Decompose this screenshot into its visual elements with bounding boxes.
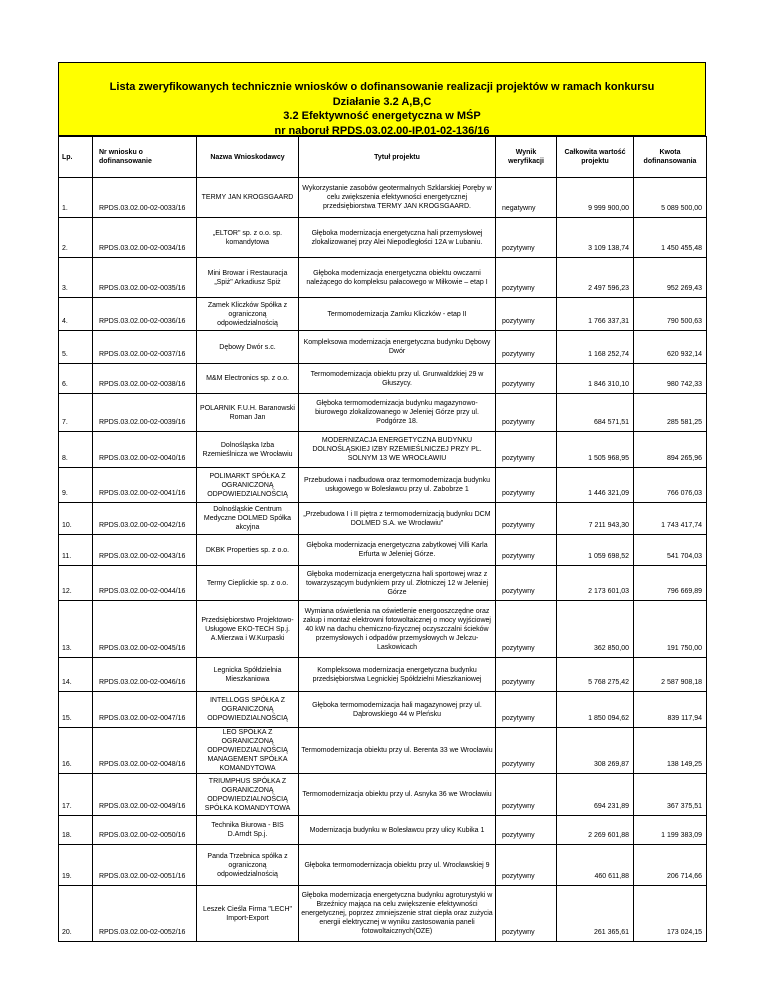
cell-kwota: 541 704,03 xyxy=(634,535,707,566)
cell-wnioskodawca: Dolnośląskie Centrum Medyczne DOLMED Spółka akcyjna xyxy=(197,503,299,535)
cell-wnioskodawca: M&M Electronics sp. z o.o. xyxy=(197,364,299,394)
cell-tytul: Głęboka termomodernizacja obiektu przy ul. Wrocławskiej 9 xyxy=(299,845,496,886)
cell-tytul: „Przebudowa I i II piętra z termomodernizacją budynku DCM DOLMED S.A. we Wrocławiu" xyxy=(299,503,496,535)
col-header-wartosc: Całkowita wartość projektu xyxy=(557,137,634,178)
document-title xyxy=(58,62,706,136)
cell-nr: RPDS.03.02.00-02-0038/16 xyxy=(93,364,197,394)
cell-wartosc: 684 571,51 xyxy=(557,394,634,432)
table-row xyxy=(59,658,707,692)
table-row xyxy=(59,258,707,298)
title-line-3: 3.2 Efektywność energetyczna w MŚP xyxy=(283,110,481,122)
cell-wnioskodawca: Przedsiębiorstwo Projektowo-Usługowe EKO-TECH Sp.j. A.Mierzwa i W.Kurpaski xyxy=(197,601,299,658)
cell-lp: 17. xyxy=(59,774,93,816)
cell-wartosc: 9 999 900,00 xyxy=(557,178,634,218)
cell-wynik: pozytywny xyxy=(496,774,557,816)
cell-nr: RPDS.03.02.00-02-0049/16 xyxy=(93,774,197,816)
cell-wartosc: 1 059 698,52 xyxy=(557,535,634,566)
cell-wartosc: 1 168 252,74 xyxy=(557,331,634,364)
table-row xyxy=(59,601,707,658)
cell-lp: 14. xyxy=(59,658,93,692)
cell-kwota: 1 743 417,74 xyxy=(634,503,707,535)
cell-tytul: Głęboka modernizacja energetyczna hali przemysłowej zlokalizowanej przy Alei Niepodległości 12A w Lubaniu. xyxy=(299,218,496,258)
cell-lp: 2. xyxy=(59,218,93,258)
cell-lp: 19. xyxy=(59,845,93,886)
cell-wnioskodawca: INTELLOGS SPÓŁKA Z OGRANICZONĄ ODPOWIEDZIALNOŚCIĄ xyxy=(197,692,299,728)
cell-wnioskodawca: Legnicka Spółdzielnia Mieszkaniowa xyxy=(197,658,299,692)
cell-nr: RPDS.03.02.00-02-0052/16 xyxy=(93,886,197,942)
cell-nr: RPDS.03.02.00-02-0050/16 xyxy=(93,816,197,845)
cell-wartosc: 1 766 337,31 xyxy=(557,298,634,331)
cell-nr: RPDS.03.02.00-02-0043/16 xyxy=(93,535,197,566)
table-row xyxy=(59,728,707,774)
cell-wnioskodawca: Dębowy Dwór s.c. xyxy=(197,331,299,364)
cell-wynik: pozytywny xyxy=(496,503,557,535)
cell-nr: RPDS.03.02.00-02-0033/16 xyxy=(93,178,197,218)
cell-wnioskodawca: POLIMARKT SPÓŁKA Z OGRANICZONĄ ODPOWIEDZIALNOŚCIĄ xyxy=(197,468,299,503)
cell-tytul: Termomodernizacja Zamku Kliczków - etap II xyxy=(299,298,496,331)
cell-lp: 16. xyxy=(59,728,93,774)
cell-wynik: pozytywny xyxy=(496,845,557,886)
cell-lp: 15. xyxy=(59,692,93,728)
cell-tytul: Głęboka termomodernizacja hali magazynowej przy ul. Dąbrowskiego 44 w Pleńsku xyxy=(299,692,496,728)
cell-kwota: 5 089 500,00 xyxy=(634,178,707,218)
table-row xyxy=(59,774,707,816)
cell-nr: RPDS.03.02.00-02-0044/16 xyxy=(93,566,197,601)
table-row xyxy=(59,394,707,432)
cell-kwota: 839 117,94 xyxy=(634,692,707,728)
cell-wartosc: 362 850,00 xyxy=(557,601,634,658)
cell-lp: 13. xyxy=(59,601,93,658)
cell-wynik: negatywny xyxy=(496,178,557,218)
cell-lp: 1. xyxy=(59,178,93,218)
table-row xyxy=(59,364,707,394)
cell-wartosc: 1 846 310,10 xyxy=(557,364,634,394)
cell-tytul: Głęboka modernizacja energetyczna zabytkowej Villi Karla Erfurta w Jeleniej Górze. xyxy=(299,535,496,566)
table-row xyxy=(59,566,707,601)
cell-kwota: 790 500,63 xyxy=(634,298,707,331)
cell-wartosc: 2 269 601,88 xyxy=(557,816,634,845)
cell-wnioskodawca: POLARNIK F.U.H. Baranowski Roman Jan xyxy=(197,394,299,432)
cell-lp: 9. xyxy=(59,468,93,503)
cell-tytul: Wymiana oświetlenia na oświetlenie energooszczędne oraz zakup i montaż elektrowni fotowoltaicznej o mocy wyjściowej 40 kW na dachu chemiczno-fizycznej oczyszczalni ścieków przemysłowych i odpadów przemysłowych w Jelczu-Laskowicach xyxy=(299,601,496,658)
cell-wartosc: 5 768 275,42 xyxy=(557,658,634,692)
table-row xyxy=(59,178,707,218)
col-header-nr: Nr wniosku o dofinansowanie xyxy=(93,137,197,178)
cell-nr: RPDS.03.02.00-02-0051/16 xyxy=(93,845,197,886)
cell-lp: 8. xyxy=(59,432,93,468)
cell-wartosc: 7 211 943,30 xyxy=(557,503,634,535)
cell-wynik: pozytywny xyxy=(496,816,557,845)
title-line-1: Lista zweryfikowanych technicznie wniosków o dofinansowanie realizacji projektów w ramach konkursu xyxy=(109,81,655,93)
table-row xyxy=(59,432,707,468)
cell-lp: 3. xyxy=(59,258,93,298)
cell-tytul: Wykorzystanie zasobów geotermalnych Szklarskiej Poręby w celu zwiększenia efektywności energetycznej przedsiębiorstwa TERMY JAN KROGSGAARD. xyxy=(299,178,496,218)
cell-wynik: pozytywny xyxy=(496,535,557,566)
cell-wartosc: 3 109 138,74 xyxy=(557,218,634,258)
table-row xyxy=(59,298,707,331)
cell-kwota: 285 581,25 xyxy=(634,394,707,432)
table-row xyxy=(59,845,707,886)
cell-tytul: Przebudowa i nadbudowa oraz termomodernizacja budynku usługowego w Bolesławcu przy ul. Zabobrze 1 xyxy=(299,468,496,503)
col-header-tytul: Tytuł projektu xyxy=(299,137,496,178)
cell-tytul: Modernizacja budynku w Bolesławcu przy ulicy Kubika 1 xyxy=(299,816,496,845)
cell-wynik: pozytywny xyxy=(496,601,557,658)
col-header-kwota: Kwota dofinansowania xyxy=(634,137,707,178)
cell-wynik: pozytywny xyxy=(496,468,557,503)
cell-kwota: 1 199 383,09 xyxy=(634,816,707,845)
cell-lp: 5. xyxy=(59,331,93,364)
title-line-2: Działanie 3.2 A,B,C xyxy=(332,95,432,108)
cell-wartosc: 2 173 601,03 xyxy=(557,566,634,601)
cell-wnioskodawca: Leszek Cieśla Firma "LECH" Import-Export xyxy=(197,886,299,942)
cell-wnioskodawca: LEO SPÓŁKA Z OGRANICZONĄ ODPOWIEDZIALNOŚCIĄ MANAGEMENT SPÓŁKA KOMANDYTOWA xyxy=(197,728,299,774)
cell-nr: RPDS.03.02.00-02-0035/16 xyxy=(93,258,197,298)
cell-wynik: pozytywny xyxy=(496,331,557,364)
cell-nr: RPDS.03.02.00-02-0048/16 xyxy=(93,728,197,774)
cell-nr: RPDS.03.02.00-02-0042/16 xyxy=(93,503,197,535)
cell-wartosc: 261 365,61 xyxy=(557,886,634,942)
cell-wynik: pozytywny xyxy=(496,658,557,692)
cell-tytul: Głęboka modernizacja energetyczna budynku agroturystyki w Brzeźnicy mająca na celu zwiększenie efektywności energetycznej, poprzez zmniejszenie strat ciepła oraz zużycia energii elektrycznej w wyniku zastosowania paneli fotowoltaicznych(OZE) xyxy=(299,886,496,942)
cell-wynik: pozytywny xyxy=(496,432,557,468)
cell-kwota: 796 669,89 xyxy=(634,566,707,601)
cell-wnioskodawca: Termy Cieplickie sp. z o.o. xyxy=(197,566,299,601)
cell-kwota: 138 149,25 xyxy=(634,728,707,774)
cell-nr: RPDS.03.02.00-02-0041/16 xyxy=(93,468,197,503)
cell-wnioskodawca: Panda Trzebnica spółka z ograniczoną odpowiedzialnością xyxy=(197,845,299,886)
title-line-4: nr naboruł RPDS.03.02.00-IP.01-02-136/16 xyxy=(274,124,490,137)
table-row xyxy=(59,468,707,503)
cell-wartosc: 460 611,88 xyxy=(557,845,634,886)
cell-nr: RPDS.03.02.00-02-0037/16 xyxy=(93,331,197,364)
table-row xyxy=(59,503,707,535)
cell-nr: RPDS.03.02.00-02-0039/16 xyxy=(93,394,197,432)
applications-table xyxy=(58,136,707,942)
cell-tytul: Termomodernizacja obiektu przy ul. Asnyka 36 we Wrocławiu xyxy=(299,774,496,816)
cell-lp: 7. xyxy=(59,394,93,432)
table-row xyxy=(59,692,707,728)
cell-wnioskodawca: Technika Biurowa - BIS D.Arndt Sp.j. xyxy=(197,816,299,845)
col-header-wnioskodawca: Nazwa Wnioskodawcy xyxy=(197,137,299,178)
cell-kwota: 766 076,03 xyxy=(634,468,707,503)
cell-lp: 20. xyxy=(59,886,93,942)
cell-tytul: Termomodernizacja obiektu przy ul. Grunwaldzkiej 29 w Głuszycy. xyxy=(299,364,496,394)
table-row xyxy=(59,886,707,942)
cell-wynik: pozytywny xyxy=(496,566,557,601)
cell-nr: RPDS.03.02.00-02-0046/16 xyxy=(93,658,197,692)
cell-kwota: 2 587 908,18 xyxy=(634,658,707,692)
cell-kwota: 367 375,51 xyxy=(634,774,707,816)
cell-wnioskodawca: TERMY JAN KROGSGAARD xyxy=(197,178,299,218)
cell-tytul: MODERNIZACJA ENERGETYCZNA BUDYNKU DOLNOŚLĄSKIEJ IZBY RZEMIEŚLNICZEJ PRZY PL. SOLNYM 13 WE WROCŁAWIU xyxy=(299,432,496,468)
cell-wartosc: 694 231,89 xyxy=(557,774,634,816)
cell-kwota: 620 932,14 xyxy=(634,331,707,364)
cell-kwota: 191 750,00 xyxy=(634,601,707,658)
cell-wnioskodawca: Dolnośląska Izba Rzemieślnicza we Wrocławiu xyxy=(197,432,299,468)
cell-wynik: pozytywny xyxy=(496,728,557,774)
table-row xyxy=(59,218,707,258)
cell-nr: RPDS.03.02.00-02-0045/16 xyxy=(93,601,197,658)
cell-kwota: 1 450 455,48 xyxy=(634,218,707,258)
cell-tytul: Głęboka termomodernizacja budynku magazynowo-biurowego zlokalizowanego w Jeleniej Górze przy ul. Podgórze 18. xyxy=(299,394,496,432)
cell-tytul: Głęboka modernizacja energetyczna hali sportowej wraz z towarzyszącym budynkiem przy ul. Złotniczej 12 w Jeleniej Górze xyxy=(299,566,496,601)
cell-kwota: 206 714,66 xyxy=(634,845,707,886)
table-row xyxy=(59,816,707,845)
cell-tytul: Kompleksowa modernizacja energetyczna budynku Dębowy Dwór xyxy=(299,331,496,364)
cell-kwota: 173 024,15 xyxy=(634,886,707,942)
cell-nr: RPDS.03.02.00-02-0047/16 xyxy=(93,692,197,728)
cell-tytul: Termomodernizacja obiektu przy ul. Berenta 33 we Wrocławiu xyxy=(299,728,496,774)
table-header-row xyxy=(59,137,707,178)
cell-kwota: 980 742,33 xyxy=(634,364,707,394)
col-header-wynik: Wynik weryfikacji xyxy=(496,137,557,178)
cell-wynik: pozytywny xyxy=(496,394,557,432)
cell-tytul: Kompleksowa modernizacja energetyczna budynku przedsiębiorstwa Legnickiej Spółdzielni Mieszkaniowej xyxy=(299,658,496,692)
cell-wartosc: 1 505 968,95 xyxy=(557,432,634,468)
table-row xyxy=(59,331,707,364)
cell-nr: RPDS.03.02.00-02-0040/16 xyxy=(93,432,197,468)
cell-wynik: pozytywny xyxy=(496,364,557,394)
cell-wnioskodawca: TRIUMPHUS SPÓŁKA Z OGRANICZONĄ ODPOWIEDZIALNOŚCIĄ SPÓŁKA KOMANDYTOWA xyxy=(197,774,299,816)
cell-wartosc: 2 497 596,23 xyxy=(557,258,634,298)
cell-wartosc: 1 446 321,09 xyxy=(557,468,634,503)
cell-wnioskodawca: Zamek Kliczków Spółka z ograniczoną odpowiedzialnością xyxy=(197,298,299,331)
cell-wartosc: 1 850 094,62 xyxy=(557,692,634,728)
cell-lp: 10. xyxy=(59,503,93,535)
cell-kwota: 894 265,96 xyxy=(634,432,707,468)
cell-kwota: 952 269,43 xyxy=(634,258,707,298)
cell-lp: 11. xyxy=(59,535,93,566)
cell-nr: RPDS.03.02.00-02-0034/16 xyxy=(93,218,197,258)
cell-lp: 18. xyxy=(59,816,93,845)
cell-lp: 4. xyxy=(59,298,93,331)
col-header-lp: Lp. xyxy=(59,137,93,178)
cell-wnioskodawca: „ELTOR" sp. z o.o. sp. komandytowa xyxy=(197,218,299,258)
cell-wynik: pozytywny xyxy=(496,886,557,942)
cell-wnioskodawca: Mini Browar i Restauracja „Spiż" Arkadiusz Spiż xyxy=(197,258,299,298)
cell-wynik: pozytywny xyxy=(496,692,557,728)
cell-lp: 6. xyxy=(59,364,93,394)
cell-nr: RPDS.03.02.00-02-0036/16 xyxy=(93,298,197,331)
cell-wynik: pozytywny xyxy=(496,258,557,298)
cell-wynik: pozytywny xyxy=(496,298,557,331)
table-row xyxy=(59,535,707,566)
cell-wnioskodawca: DKBK Properties sp. z o.o. xyxy=(197,535,299,566)
cell-wartosc: 308 269,87 xyxy=(557,728,634,774)
cell-tytul: Głęboka modernizacja energetyczna obiektu owczarni należącego do kompleksu pałacowego w Miłkowie – etap I xyxy=(299,258,496,298)
cell-lp: 12. xyxy=(59,566,93,601)
cell-wynik: pozytywny xyxy=(496,218,557,258)
